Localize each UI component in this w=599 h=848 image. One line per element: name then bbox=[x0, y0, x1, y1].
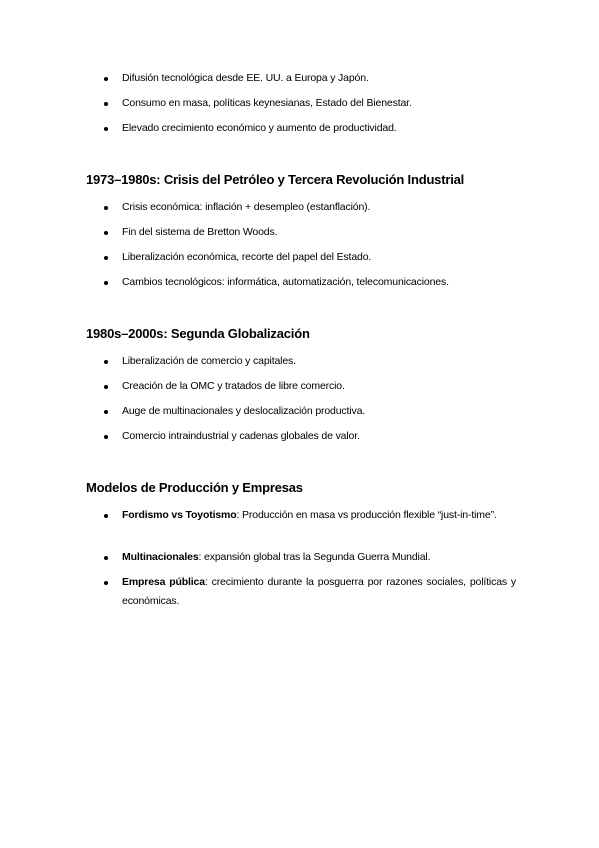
bullet bbox=[104, 256, 108, 260]
list-item-text: Comercio intraindustrial y cadenas globales de valor. bbox=[122, 430, 360, 442]
list-item-text bbox=[122, 506, 516, 525]
list-item-description: : crecimiento durante la posguerra por razones sociales, políticas y económicas. bbox=[122, 576, 517, 607]
list-item-text bbox=[122, 573, 516, 611]
bullet bbox=[104, 102, 108, 106]
list-item-text: Difusión tecnológica desde EE. UU. a Europa y Japón. bbox=[122, 72, 369, 84]
list-item-term: Multinacionales bbox=[122, 551, 199, 563]
bullet bbox=[104, 435, 108, 439]
section-heading: Modelos de Producción y Empresas bbox=[86, 480, 303, 495]
bullet bbox=[104, 556, 108, 560]
list-item-text: Cambios tecnológicos: informática, automatización, telecomunicaciones. bbox=[122, 276, 449, 288]
list-item-text: Auge de multinacionales y deslocalización productiva. bbox=[122, 405, 366, 417]
list-item-text bbox=[122, 548, 516, 567]
bullet bbox=[104, 281, 108, 285]
list-item-text: Fin del sistema de Bretton Woods. bbox=[122, 226, 278, 238]
bullet bbox=[104, 410, 108, 414]
list-item-description: : expansión global tras la Segunda Guerra Mundial. bbox=[198, 551, 431, 563]
list-item-term: Empresa pública bbox=[122, 576, 205, 588]
section-heading: 1980s–2000s: Segunda Globalización bbox=[86, 326, 310, 341]
bullet bbox=[104, 581, 108, 585]
list-item-text: Consumo en masa, políticas keynesianas, Estado del Bienestar. bbox=[122, 97, 412, 109]
list-item-text: Crisis económica: inflación + desempleo (estanflación). bbox=[122, 201, 371, 213]
bullet bbox=[104, 127, 108, 131]
list-item-description: : Producción en masa vs producción flexible “just-in-time”. bbox=[236, 509, 497, 521]
list-item-text: Creación de la OMC y tratados de libre comercio. bbox=[122, 380, 345, 392]
bullet bbox=[104, 514, 108, 518]
bullet bbox=[104, 206, 108, 210]
list-item-text: Liberalización de comercio y capitales. bbox=[122, 355, 296, 367]
list-item-text: Elevado crecimiento económico y aumento de productividad. bbox=[122, 122, 397, 134]
list-item-term: Fordismo vs Toyotismo bbox=[122, 509, 237, 521]
list-item-text: Liberalización económica, recorte del papel del Estado. bbox=[122, 251, 372, 263]
bullet bbox=[104, 77, 108, 81]
section-heading: 1973–1980s: Crisis del Petróleo y Tercera Revolución Industrial bbox=[86, 172, 465, 187]
bullet bbox=[104, 385, 108, 389]
bullet bbox=[104, 231, 108, 235]
bullet bbox=[104, 360, 108, 364]
